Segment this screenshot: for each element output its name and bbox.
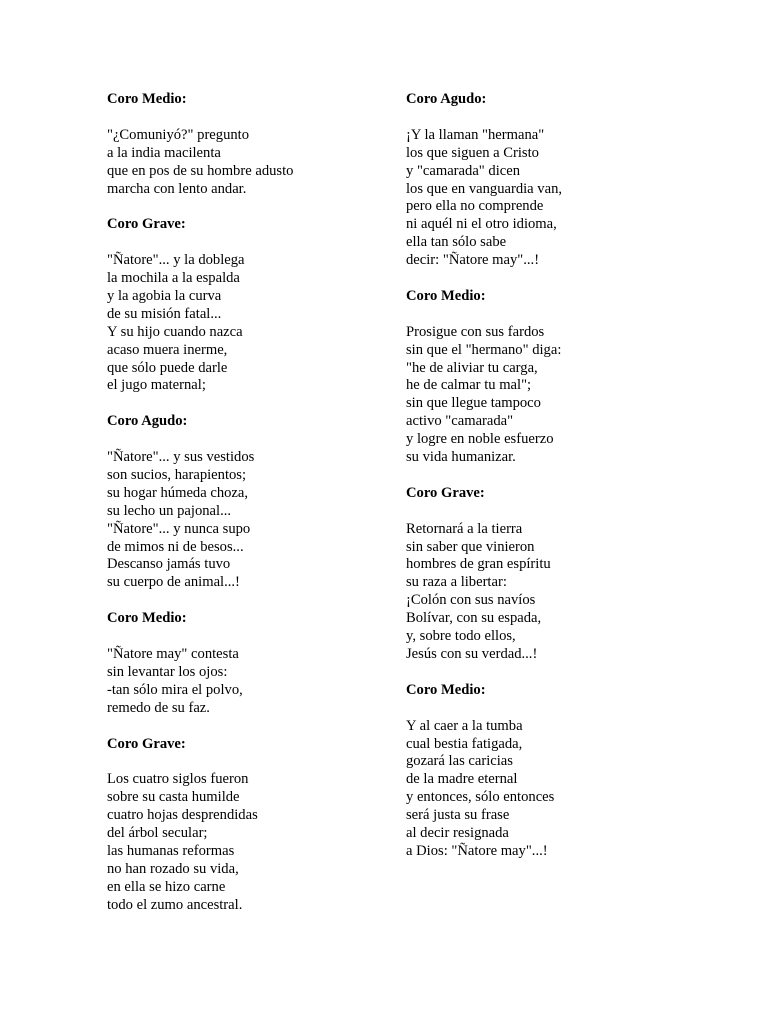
verse-line: a la india macilenta — [107, 144, 221, 161]
stanza-heading: Coro Grave: — [107, 735, 186, 752]
stanza-verse — [406, 521, 706, 664]
verse-line: cuatro hojas desprendidas — [107, 807, 258, 824]
verse-line: Prosigue con sus fardos — [406, 323, 545, 340]
stanza-verse — [107, 771, 407, 914]
verse-line: al decir resignada — [406, 825, 509, 842]
verse-line: y la agobia la curva — [107, 287, 222, 304]
verse-line: decir: "Ñatore may"...! — [406, 252, 540, 269]
verse-line: sin saber que vinieron — [406, 538, 535, 555]
verse-line: y logre en noble esfuerzo — [406, 431, 554, 448]
verse-line: "he de aliviar tu carga, — [406, 359, 538, 376]
verse-line: remedo de su faz. — [107, 699, 210, 716]
verse-line: Jesús con su verdad...! — [406, 646, 538, 663]
verse-line: Los cuatro siglos fueron — [107, 771, 249, 788]
verse-line: "Ñatore"... y nunca supo — [107, 520, 251, 537]
verse-line: su raza a libertar: — [406, 574, 507, 591]
verse-line: del árbol secular; — [107, 825, 208, 842]
verse-line: no han rozado su vida, — [107, 860, 239, 877]
verse-line: he de calmar tu mal"; — [406, 377, 532, 394]
stanza-heading: Coro Medio: — [406, 287, 486, 304]
verse-line: los que siguen a Cristo — [406, 144, 539, 161]
verse-line: sobre su casta humilde — [107, 789, 240, 806]
verse-line: y "camarada" dicen — [406, 162, 521, 179]
stanza-verse — [107, 252, 407, 395]
verse-line: Y al caer a la tumba — [406, 717, 523, 734]
verse-line: de mimos ni de besos... — [107, 538, 244, 555]
verse-line: y entonces, sólo entonces — [406, 789, 555, 806]
right-column — [406, 91, 706, 879]
verse-line: de su misión fatal... — [107, 305, 222, 322]
verse-line: Descanso jamás tuvo — [107, 556, 231, 573]
verse-line: su vida humanizar. — [406, 449, 516, 466]
verse-line: activo "camarada" — [406, 413, 514, 430]
verse-line: Retornará a la tierra — [406, 520, 523, 537]
stanza-heading: Coro Grave: — [107, 216, 186, 233]
verse-line: Bolívar, con su espada, — [406, 610, 542, 627]
verse-line: ¡Colón con sus navíos — [406, 592, 536, 609]
stanza-heading: Coro Medio: — [107, 91, 187, 107]
verse-line: ¡Y la llaman "hermana" — [406, 126, 545, 143]
left-column — [107, 91, 407, 932]
verse-line: su lecho un pajonal... — [107, 502, 232, 519]
verse-line: cual bestia fatigada, — [406, 735, 523, 752]
verse-line: que en pos de su hombre adusto — [107, 162, 294, 179]
verse-line: y, sobre todo ellos, — [406, 628, 516, 645]
stanza-heading: Coro Grave: — [406, 484, 485, 501]
verse-line: hombres de gran espíritu — [406, 556, 551, 573]
verse-line: su hogar húmeda choza, — [107, 484, 249, 501]
verse-line: todo el zumo ancestral. — [107, 896, 243, 913]
verse-line: sin que el "hermano" diga: — [406, 341, 562, 358]
verse-line: ni aquél ni el otro idioma, — [406, 216, 557, 233]
stanza-heading: Coro Medio: — [406, 681, 486, 698]
stanza-heading: Coro Agudo: — [406, 91, 487, 107]
verse-line: la mochila a la espalda — [107, 270, 240, 287]
stanza-verse — [107, 127, 407, 199]
verse-line: "Ñatore"... y sus vestidos — [107, 449, 255, 466]
verse-line: "Ñatore"... y la doblega — [107, 252, 245, 269]
verse-line: Y su hijo cuando nazca — [107, 323, 243, 340]
stanza-heading: Coro Agudo: — [107, 413, 188, 430]
verse-line: sin que llegue tampoco — [406, 395, 541, 412]
stanza-verse — [107, 646, 407, 718]
verse-line: las humanas reformas — [107, 842, 235, 859]
stanza-verse — [406, 324, 706, 467]
verse-line: será justa su frase — [406, 807, 510, 824]
verse-line: "Ñatore may" contesta — [107, 645, 239, 662]
verse-line: son sucios, harapientos; — [107, 466, 247, 483]
verse-line: marcha con lento andar. — [107, 180, 247, 197]
verse-line: gozará las caricias — [406, 753, 513, 770]
verse-line: a Dios: "Ñatore may"...! — [406, 842, 548, 859]
stanza-heading: Coro Medio: — [107, 610, 187, 627]
verse-line: ella tan sólo sabe — [406, 234, 507, 251]
stanza-verse — [406, 127, 706, 270]
stanza-verse — [107, 449, 407, 592]
verse-line: "¿Comuniyó?" pregunto — [107, 126, 250, 143]
verse-line: en ella se hizo carne — [107, 878, 226, 895]
verse-line: sin levantar los ojos: — [107, 663, 228, 680]
verse-line: los que en vanguardia van, — [406, 180, 563, 197]
verse-line: acaso muera inerme, — [107, 341, 228, 358]
verse-line: -tan sólo mira el polvo, — [107, 681, 243, 698]
verse-line: de la madre eternal — [406, 771, 518, 788]
verse-line: pero ella no comprende — [406, 198, 544, 215]
verse-line: que sólo puede darle — [107, 359, 228, 376]
verse-line: el jugo maternal; — [107, 377, 206, 394]
verse-line: su cuerpo de animal...! — [107, 574, 240, 591]
stanza-verse — [406, 718, 706, 861]
